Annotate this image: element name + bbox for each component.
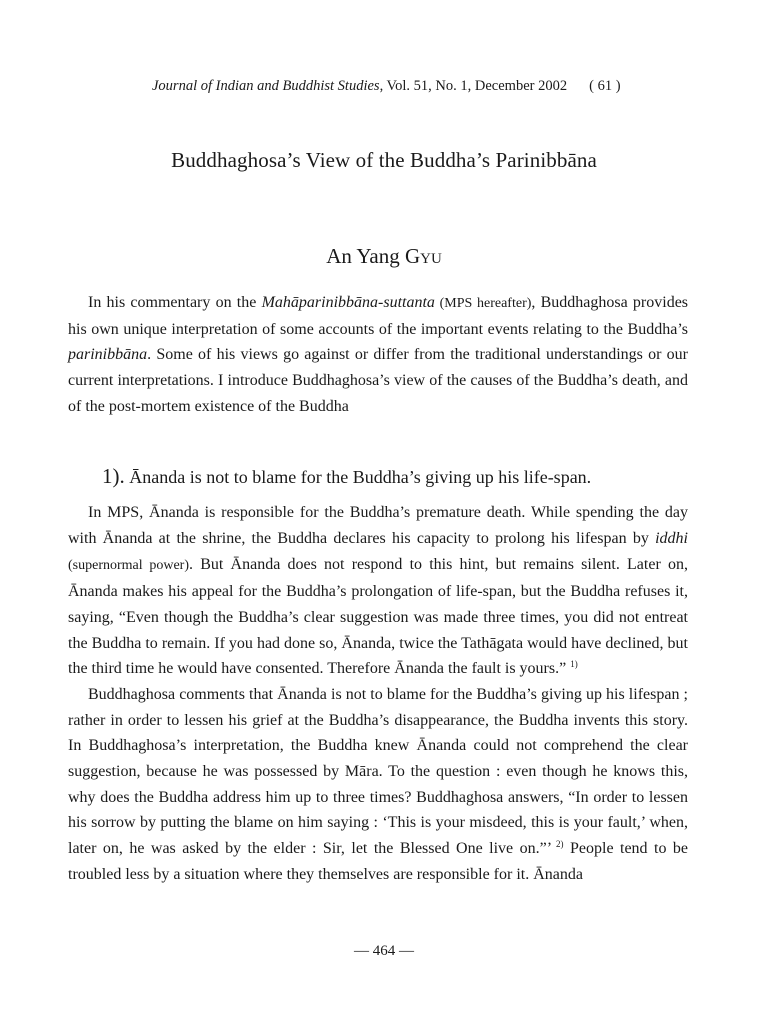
intro-text-b: , Buddhaghosa provides his own unique interpretation of some accounts of the important events relating to the Buddha’s	[68, 294, 689, 338]
intro-text-a: In his commentary on the	[88, 294, 262, 311]
section-heading-text: Ānanda is not to blame for the Buddha’s giving up his life-span.	[124, 467, 592, 487]
para2-text-b: People tend to be troubled less by a situation where they themselves are responsible for it. Ānanda	[68, 840, 689, 883]
intro-text-c: . Some of his views go against or differ from the traditional understandings or our current interpretations. I introduce Buddhaghosa’s view of the causes of the Buddha’s death, and of the post-mortem existence of the Buddha	[68, 346, 688, 415]
intro-text-small: (MPS hereafter)	[434, 296, 532, 311]
intro-section	[68, 290, 688, 420]
para1-text-small: (supernormal power)	[68, 558, 189, 574]
footnote-ref-1[interactable]: 1)	[570, 658, 578, 669]
intro-text-em2: parinibbāna	[68, 346, 148, 364]
volume-info: , Vol. 51, No. 1, December 2002	[379, 78, 568, 94]
section-paragraph-1	[68, 500, 688, 682]
author-name	[0, 244, 768, 269]
paper-title: Buddhaghosa’s View of the Buddha’s Parinibbāna	[171, 148, 597, 172]
page-footer-number: — 464 —	[354, 943, 414, 959]
author-given-name: An Yang	[326, 244, 405, 268]
para1-text-em: iddhi	[655, 529, 688, 547]
running-header	[152, 78, 682, 95]
journal-name: Journal of Indian and Buddhist Studies	[152, 78, 380, 94]
para1-text-a: In MPS, Ānanda is responsible for the Buddha’s premature death. While spending the day with Ānanda at the shrine, the Buddha declares his capacity to prolong his lifespan by	[68, 504, 688, 547]
footnote-ref-2[interactable]: 2)	[556, 838, 564, 849]
section-heading	[102, 464, 591, 489]
para1-text-b: . But Ānanda does not respond to this hint, but remains silent. Later on, Ānanda makes his appeal for the Buddha’s prolongation of life-span, but the Buddha refuses it, saying, “Even though the Buddha’s clear suggestion was made three times, you did not entreat the Buddha to remain. If you had done so, Ānanda, twice the Tathāgata would have declined, but the third time he would have consented. Therefore Ānanda the fault is yours.”	[68, 556, 688, 678]
intro-text-em: Mahāparinibbāna-suttanta	[261, 294, 435, 311]
section-body	[68, 500, 688, 888]
intro-paragraph	[68, 290, 688, 420]
journal-page-number: ( 61 )	[589, 78, 621, 94]
author-family-name: Gyu	[404, 244, 442, 268]
para2-text-a: Buddhaghosa comments that Ānanda is not to blame for the Buddha’s giving up his lifespan ; rather in order to lessen his grief at the Buddha’s disappearance, the Buddha invents this story. In Buddhaghosa’s interpretation, the Buddha knew Ānanda could not comprehend the clear suggestion, because he was possessed by Māra. To the question : even though he knows this, why does the Buddha address him up to three times? Buddhaghosa answers, “In order to lessen his sorrow by putting the blame on him saying : ‘This is your misdeed, this is your fault,’ when, later on, he was asked by the elder : Sir, let the Blessed One live on.”’	[68, 685, 688, 858]
section-paragraph-2	[68, 682, 688, 888]
section-number: 1).	[102, 464, 125, 488]
